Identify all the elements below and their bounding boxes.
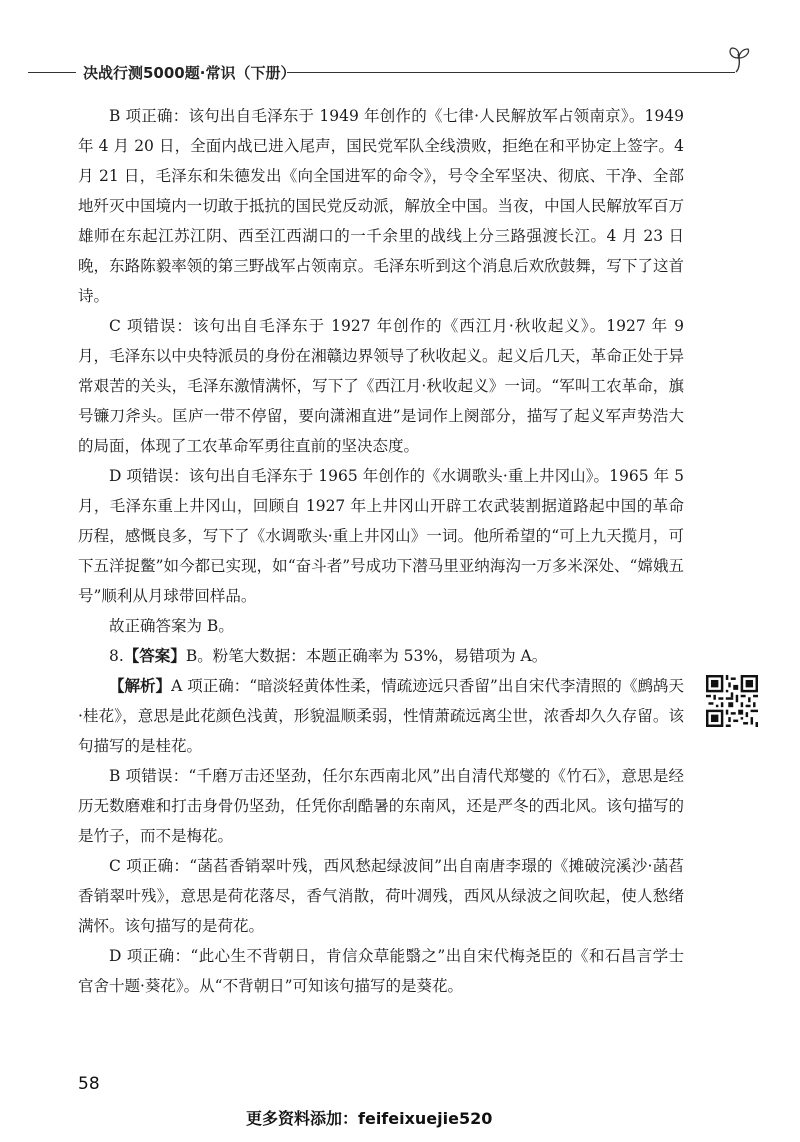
answer-text: B。粉笔大数据：本题正确率为 53%，易错项为 A。 bbox=[185, 647, 548, 665]
header-rule-left bbox=[28, 72, 76, 73]
question-8-analysis-a bbox=[78, 671, 684, 761]
running-header bbox=[0, 60, 800, 84]
book-title: 决战行测5000题·常识（下册） bbox=[83, 64, 296, 82]
option-b-explanation: B 项正确：该句出自毛泽东于 1949 年创作的《七律·人民解放军占领南京》。1949 年 4 月 20 日，全面内战已进入尾声，国民党军队全线溃败，拒绝在和平协定上签字。4 月 21 日，毛泽东和朱德发出《向全国进军的命令》，号令全军坚决、彻底、干净、全部地歼灭中国境内一切敢于抵抗的国民党反动派，解放全中国。当夜，中国人民解放军百万雄师在东起江苏江阴、西至江西湖口的一千余里的战线上分三路强渡长江。4 月 23 日晚，东路陈毅率领的第三野战军占领南京。毛泽东听到这个消息后欢欣鼓舞，写下了这首诗。 bbox=[78, 107, 684, 305]
option-c-explanation: C 项错误：该句出自毛泽东于 1927 年创作的《西江月·秋收起义》。1927 年 9 月，毛泽东以中央特派员的身份在湘赣边界领导了秋收起义。起义后几天，革命正处于异常艰苦的关头，毛泽东激情满怀，写下了《西江月·秋收起义》一词。“军叫工农革命，旗号镰刀斧头。匡庐一带不停留，要向潇湘直进”是词作上阕部分，描写了起义军声势浩大的局面，体现了工农革命军勇往直前的坚决态度。 bbox=[78, 317, 684, 455]
question-number: 8. bbox=[109, 647, 124, 665]
question-8-option-b: B 项错误：“千磨万击还坚劲，任尔东西南北风”出自清代郑燮的《竹石》，意思是经历无数磨难和打击身骨仍坚劲，任凭你刮酷暑的东南风，还是严冬的西北风。该句描写的是竹子，而不是梅花。 bbox=[78, 767, 684, 845]
question-8-option-c: C 项正确：“菡萏香销翠叶残，西风愁起绿波间”出自南唐李璟的《摊破浣溪沙·菡萏香销翠叶残》，意思是荷花落尽，香气消散，荷叶凋残，西风从绿波之间吹起，使人愁绪满怀。该句描写的是荷花。 bbox=[78, 857, 684, 935]
analysis-option-a: A 项正确：“暗淡轻黄体性柔，情疏迹远只香留”出自宋代李清照的《鹧鸪天·桂花》，意思是此花颜色浅黄，形貌温顺柔弱，性情萧疏远离尘世，浓香却久久存留。该句描写的是桂花。 bbox=[78, 677, 684, 755]
question-8-answer bbox=[78, 641, 684, 671]
qr-code-icon[interactable] bbox=[706, 675, 758, 727]
correct-answer-conclusion: 故正确答案为 B。 bbox=[109, 617, 234, 635]
page-number: 58 bbox=[78, 1074, 100, 1094]
option-d-explanation: D 项错误：该句出自毛泽东于 1965 年创作的《水调歌头·重上井冈山》。1965 年 5 月，毛泽东重上井冈山，回顾自 1927 年上井冈山开辟工农武装割据道路起中国的革命历程，感慨良多，写下了《水调歌头·重上井冈山》一词。他所希望的“可上九天揽月，可下五洋捉鳖”如今都已实现，如“奋斗者”号成功下潜马里亚纳海沟一万多米深处、“嫦娥五号”顺利从月球带回样品。 bbox=[78, 467, 684, 605]
footer-note: 更多资料添加：feifeixuejie520 bbox=[246, 1109, 493, 1128]
answer-label: 【答案】 bbox=[123, 647, 186, 665]
analysis-label: 【解析】 bbox=[109, 677, 172, 695]
answer-explanation bbox=[78, 101, 684, 1001]
header-rule-right bbox=[287, 72, 735, 73]
question-8-option-d: D 项正确：“此心生不背朝日，肯信众草能翳之”出自宋代梅尧臣的《和石昌言学士官舍十题·葵花》。从“不背朝日”可知该句描写的是葵花。 bbox=[78, 947, 684, 995]
sprout-icon bbox=[728, 46, 762, 76]
